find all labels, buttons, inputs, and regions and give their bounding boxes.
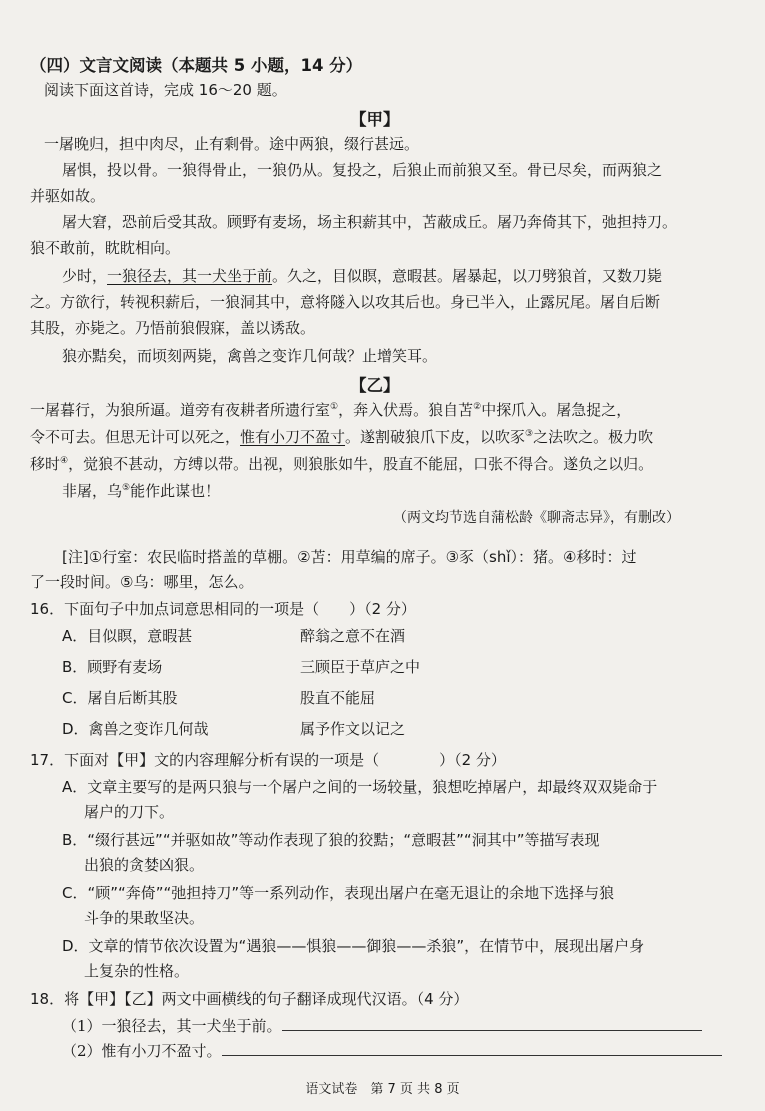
text: 少时，: [62, 267, 108, 285]
text: 。遂割破狼爪下皮，以吹豕: [345, 428, 526, 446]
passage-b-line1: [30, 399, 631, 420]
question-16-stem: 16．下面句子中加点词意思相同的一项是（ ）（2 分）: [30, 600, 416, 618]
passage-a-line: 之。方欲行，转视积薪后，一狼洞其中，意将隧入以攻其后也。身已半入，止露尻尾。屠自后断: [30, 293, 661, 311]
q16-option-pair: 股直不能屈: [300, 689, 376, 707]
answer-blank[interactable]: [282, 1016, 702, 1031]
passage-a-line: 一屠晚归，担中肉尽，止有剩骨。途中两狼，缀行甚远。: [44, 135, 420, 153]
passage-a-paragraph4-line1: [62, 265, 662, 286]
underlined-sentence: 惟有小刀不盈寸: [240, 428, 346, 446]
passage-a-line: 狼不敢前，眈眈相向。: [30, 239, 181, 257]
footnote-marker: ③: [525, 429, 534, 439]
question-18-stem: 18．将【甲】【乙】两文中画横线的句子翻译成现代汉语。（4 分）: [30, 990, 469, 1008]
text: ，奔入伏焉。狼自苫: [338, 401, 474, 419]
q16-option-label: C．屠自后断其股: [62, 689, 178, 707]
text: 之法吹之。极力吹: [533, 428, 654, 446]
q16-option-label: D．禽兽之变诈几何哉: [62, 720, 209, 738]
q17-option-c-cont: 斗争的果敢坚决。: [84, 909, 205, 927]
q18-item-2: [62, 1040, 722, 1061]
answer-blank[interactable]: [222, 1041, 722, 1056]
text: 中探爪入。屠急捉之，: [481, 401, 632, 419]
passage-b-line4: [62, 480, 220, 501]
passage-b-line2: [30, 426, 653, 447]
page-footer: 语文试卷 第 7 页 共 8 页: [305, 1082, 460, 1097]
q16-option-pair: 属予作文以记之: [300, 720, 406, 738]
text: ，觉狼不甚动，方缚以带。出视，则狼胀如牛，股直不能屈，口张不得合。遂负之以归。: [68, 455, 654, 473]
footnote-marker: ⑤: [122, 483, 131, 493]
q17-option-c: C．“顾”“奔倚”“弛担持刀”等一系列动作，表现出屠户在毫无退让的余地下选择与狼: [62, 884, 615, 902]
q16-option-pair: 醉翁之意不在酒: [300, 627, 406, 645]
passage-a-line: 狼亦黠矣，而顷刻两毙，禽兽之变诈几何哉？止增笑耳。: [62, 347, 438, 365]
passage-a-heading: 【甲】: [350, 110, 400, 129]
q16-option-label: A．目似瞑，意暇甚: [62, 627, 193, 645]
section-instruction: 阅读下面这首诗，完成 16～20 题。: [44, 81, 287, 99]
text: 。久之，目似瞑，意暇甚。屠暴起，以刀劈狼首，又数刀毙: [272, 267, 663, 285]
footnote-marker: ②: [473, 402, 482, 412]
q18-item-1: [62, 1015, 702, 1036]
item-text: （2）惟有小刀不盈寸。: [62, 1042, 222, 1060]
passage-b-heading: 【乙】: [350, 376, 400, 395]
annotation-line: 了一段时间。⑤乌：哪里，怎么。: [30, 573, 254, 591]
text: 令不可去。但思无计可以死之，: [30, 428, 241, 446]
underlined-sentence: 一狼径去，其一犬坐于前: [107, 267, 273, 285]
q16-option-label: B．顾野有麦场: [62, 658, 163, 676]
text: 非屠，乌: [62, 482, 123, 500]
source-citation: （两文均节选自蒲松龄《聊斋志异》，有删改）: [393, 510, 680, 526]
passage-b-line3: [30, 453, 653, 474]
passage-a-line: 屠大窘，恐前后受其敌。顾野有麦场，场主积薪其中，苫蔽成丘。屠乃奔倚其下，弛担持刀。: [62, 213, 678, 231]
passage-a-line: 其股，亦毙之。乃悟前狼假寐，盖以诱敌。: [30, 319, 316, 337]
passage-a-line: 屠惧，投以骨。一狼得骨止，一狼仍从。复投之，后狼止而前狼又至。骨已尽矣，而两狼之: [62, 161, 663, 179]
annotation-line: [注]①行室：农民临时搭盖的草棚。②苫：用草编的席子。③豕（shǐ）：猪。④移时：过: [62, 548, 637, 566]
passage-a-line: 并驱如故。: [30, 187, 106, 205]
footnote-marker: ④: [60, 456, 69, 466]
q17-option-a: A．文章主要写的是两只狼与一个屠户之间的一场较量，狼想吃掉屠户，却最终双双毙命于: [62, 778, 658, 796]
question-17-stem: 17．下面对【甲】文的内容理解分析有误的一项是（ ）（2 分）: [30, 751, 506, 769]
text: 能作此谋也！: [130, 482, 221, 500]
section-title: （四）文言文阅读（本题共 5 小题，14 分）: [30, 56, 363, 75]
q17-option-b: B．“缀行甚远”“并驱如故”等动作表现了狼的狡黠；“意暇甚”“洞其中”等描写表现: [62, 831, 600, 849]
q17-option-b-cont: 出狼的贪婪凶狠。: [84, 856, 205, 874]
text: 一屠暮行，为狼所逼。道旁有夜耕者所遗行室: [30, 401, 331, 419]
text: 移时: [30, 455, 61, 473]
item-text: （1）一狼径去，其一犬坐于前。: [62, 1017, 282, 1035]
q17-option-a-cont: 屠户的刀下。: [84, 803, 175, 821]
q17-option-d: D．文章的情节依次设置为“遇狼——惧狼——御狼——杀狼”，在情节中，展现出屠户身: [62, 937, 645, 955]
q16-option-pair: 三顾臣于草庐之中: [300, 658, 421, 676]
q17-option-d-cont: 上复杂的性格。: [84, 962, 190, 980]
footnote-marker: ①: [330, 402, 339, 412]
